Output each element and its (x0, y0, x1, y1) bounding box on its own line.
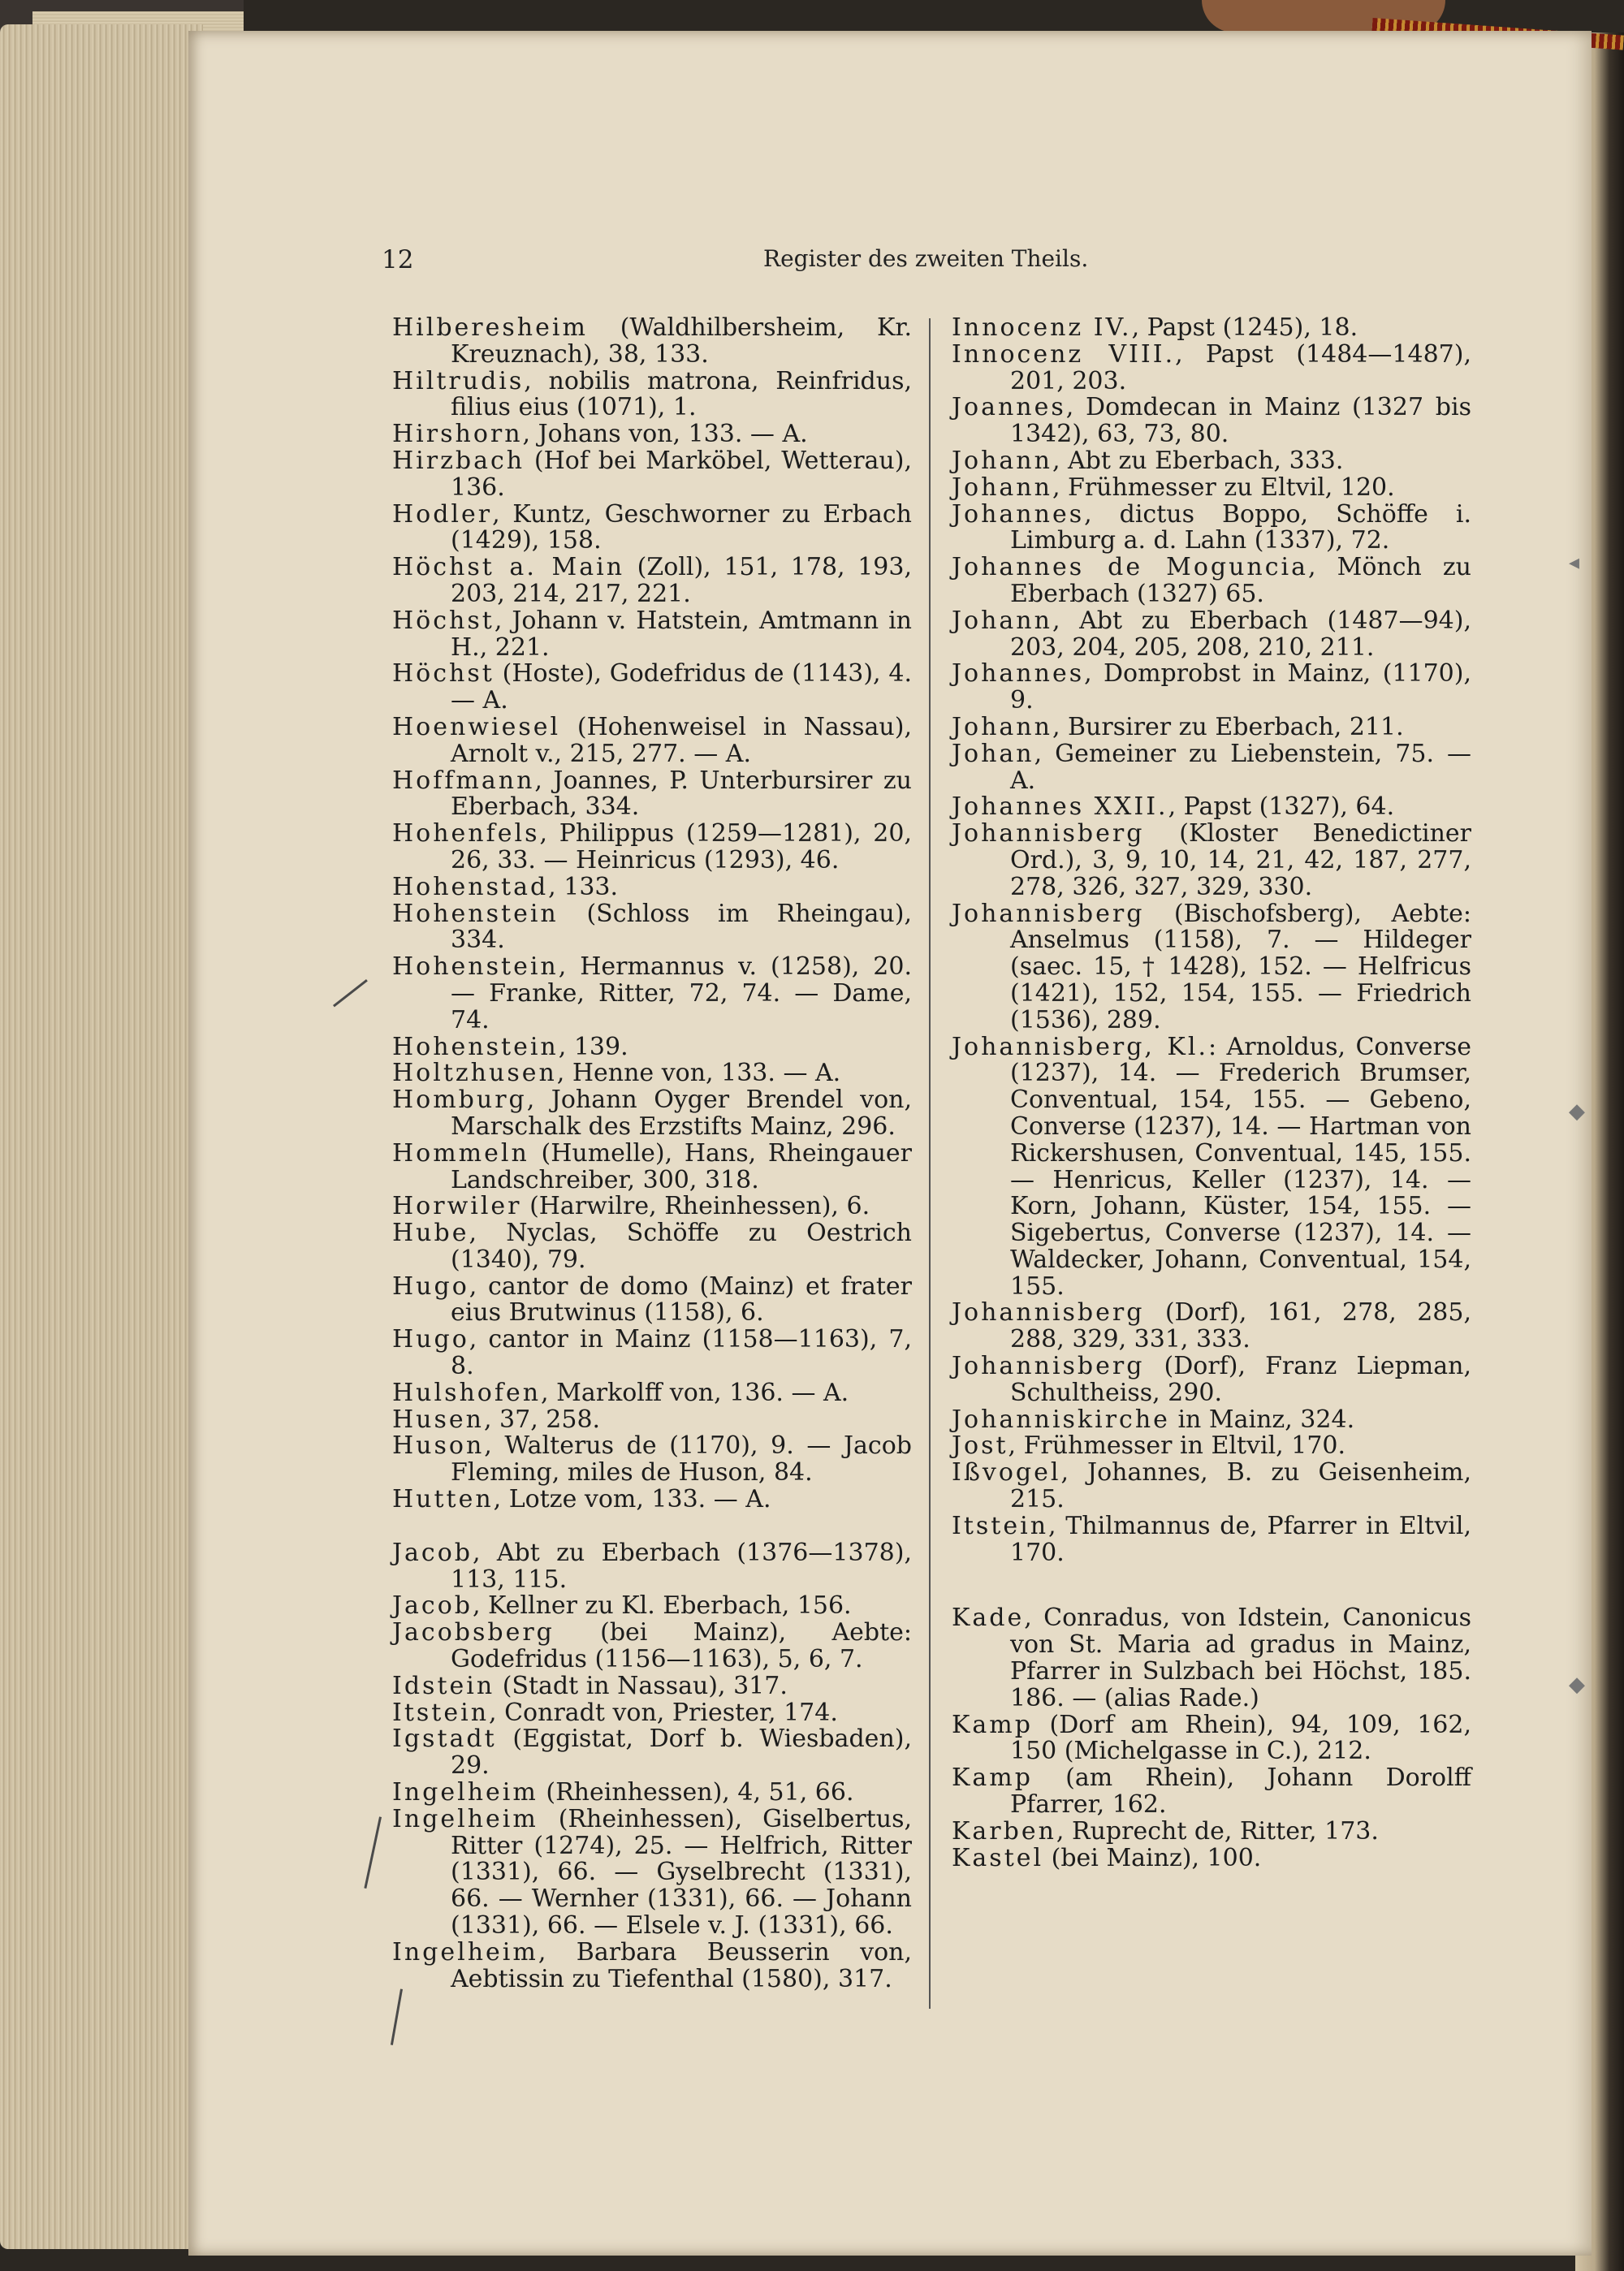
index-entry (952, 1354, 1471, 1407)
entry-headword: Hoenwiesel (392, 712, 561, 741)
index-entry (952, 1433, 1471, 1460)
entry-headword: Hugo (392, 1272, 469, 1301)
entry-headword: Innocenz VIII. (952, 339, 1176, 369)
entry-text: , nobilis matrona, Reinfridus, filius eius (1071), 1. (451, 366, 912, 422)
entry-text: , Frühmesser in Eltvil, 170. (1008, 1431, 1346, 1461)
index-entry (392, 366, 912, 422)
entry-headword: Höchst a. Main (392, 553, 625, 582)
entry-headword: Johannes XXII. (952, 792, 1168, 822)
entry-headword: Johanniskirche (952, 1405, 1170, 1434)
entry-headword: Ingelheim (392, 1937, 538, 1967)
entry-text: (Kloster Benedictiner Ord.), 3, 9, 10, 14, 21, 42, 187, 277, 278, 326, 327, 329, 330. (1010, 819, 1471, 901)
entry-headword: Hohenfels (392, 819, 540, 848)
index-entry (392, 954, 912, 1034)
index-entry (952, 741, 1471, 795)
entry-text: (Zoll), 151, 178, 193, 203, 214, 217, 221. (451, 553, 912, 608)
entry-headword: Hugo (392, 1325, 469, 1354)
entry-headword: Kamp (952, 1764, 1033, 1793)
index-entry (392, 1087, 912, 1141)
entry-text: , Johannes, B. zu Geisenheim, 215. (1010, 1458, 1471, 1514)
entry-text: , Conradus, von Idstein, Canonicus von St. Maria ad gradus in Mainz, Pfarrer in Sulzbach bei Höchst, 185. 186. — (alias Rade.) (1010, 1604, 1471, 1712)
entry-text: (bei Mainz), 100. (1043, 1843, 1262, 1872)
entry-text: , 133. (548, 872, 619, 901)
entry-headword: Hube (392, 1219, 469, 1248)
index-entry (392, 1780, 912, 1807)
entry-text: , Barbara Beusserin von, Aebtissin zu Tiefenthal (1580), 317. (451, 1937, 912, 1993)
index-entry (392, 421, 912, 448)
entry-headword: Johannes (952, 499, 1085, 529)
entry-headword: Jacob (392, 1591, 473, 1621)
entry-headword: Ingelheim (392, 1804, 538, 1833)
index-entry (392, 1620, 912, 1673)
entry-text: (am Rhein), Johann Dorolff Pfarrer, 162. (1010, 1764, 1471, 1820)
entry-headword: Johann (952, 446, 1052, 475)
entry-text: , Kuntz, Geschworner zu Erbach (1429), 158. (451, 499, 912, 555)
entry-text: , Kellner zu Kl. Eberbach, 156. (472, 1591, 852, 1621)
index-entry (392, 1194, 912, 1220)
index-entry (392, 1804, 912, 1941)
entry-headword: Höchst (392, 659, 495, 689)
section-gap (952, 1566, 1471, 1605)
entry-headword: Hohenstein (392, 1032, 559, 1061)
entry-headword: Hirshorn (392, 420, 523, 449)
entry-text: (Schloss im Rheingau), 334. (451, 899, 912, 955)
page-edges (0, 24, 203, 2249)
entry-text: , Thilmannus de, Pfarrer in Eltvil, 170. (1010, 1511, 1471, 1567)
index-entry (952, 448, 1471, 475)
index-entry (392, 768, 912, 822)
entry-headword: Johann (952, 473, 1052, 502)
entry-headword: Johannisberg (952, 899, 1145, 928)
index-entry (952, 1034, 1471, 1301)
entry-text: (Stadt in Nassau), 317. (495, 1671, 788, 1700)
entry-text: , cantor de domo (Mainz) et frater eius Brutwinus (1158), 6. (451, 1272, 912, 1328)
entry-text: , Abt zu Eberbach (1487—94), 203, 204, 205, 208, 210, 211. (1010, 606, 1471, 662)
entry-headword: Hodler (392, 499, 493, 529)
index-entry (952, 499, 1471, 555)
entry-headword: Hohenstein (392, 952, 559, 982)
entry-headword: Husen (392, 1405, 484, 1434)
entry-headword: Itstein (392, 1698, 490, 1727)
entry-text: , Johans von, 133. — A. (522, 420, 808, 449)
index-entry (392, 1673, 912, 1700)
index-entry (392, 1327, 912, 1380)
index-entry (952, 475, 1471, 502)
entry-headword: Johannes de Moguncia (952, 553, 1309, 582)
entry-headword: Homburg (392, 1086, 527, 1115)
index-entry (392, 499, 912, 555)
entry-text: , 139. (558, 1032, 628, 1061)
entry-headword: Jacob (392, 1538, 473, 1567)
entry-headword: Karben (952, 1816, 1056, 1846)
entry-headword: Höchst (392, 606, 495, 635)
margin-mark: ◆ (1569, 1099, 1585, 1124)
entry-text: (Waldhilbersheim, Kr. Kreuznach), 38, 133. (451, 313, 912, 369)
entry-headword: Holtzhusen (392, 1059, 557, 1088)
entry-text: (Dorf am Rhein), 94, 109, 162, 150 (Michelgasse in C.), 212. (1010, 1710, 1471, 1766)
index-entry (952, 661, 1471, 715)
index-entry (392, 1034, 912, 1061)
entry-text: , cantor in Mainz (1158—1163), 7, 8. (451, 1325, 912, 1381)
index-entry (952, 395, 1471, 448)
entry-text: (Rheinhessen), Giselbertus, Ritter (1274), 25. — Helfrich, Ritter (1331), 66. — Gyselbrecht (1331), 66. — Wernher (1331), 66. — Johann (1331), 66. — Elsele v. J. (1331), 66. (451, 1804, 912, 1941)
entry-headword: Hoffmann (392, 766, 535, 795)
entry-text: , Mönch zu Eberbach (1327) 65. (1010, 553, 1471, 608)
entry-headword: Horwiler (392, 1192, 522, 1221)
entry-text: , 37, 258. (483, 1405, 601, 1434)
page-title: Register des zweiten Theils. (763, 245, 1089, 272)
margin-mark: ◂ (1569, 550, 1580, 575)
index-entry (952, 1843, 1471, 1872)
entry-headword: Johann (952, 712, 1052, 741)
entry-headword: Hutten (392, 1485, 494, 1514)
entry-text: , Bursirer zu Eberbach, 211. (1052, 712, 1404, 741)
index-entry (392, 555, 912, 608)
index-entry (952, 555, 1471, 608)
index-entry (392, 1540, 912, 1594)
index-entry (392, 1220, 912, 1274)
entry-text: , dictus Boppo, Schöffe i. Limburg a. d. Lahn (1337), 72. (1010, 499, 1471, 555)
entry-headword: Huson (392, 1431, 485, 1461)
entry-text: , Papst (1327), 64. (1168, 792, 1395, 822)
entry-headword: Ißvogel (952, 1458, 1061, 1487)
entry-text: , Abt zu Eberbach (1376—1378), 113, 115. (451, 1538, 912, 1594)
entry-text: (Hoste), Godefridus de (1143), 4. — A. (451, 659, 912, 715)
index-entry (392, 1274, 912, 1328)
index-entry (392, 821, 912, 874)
entry-headword: Hommeln (392, 1138, 529, 1168)
index-entry (392, 1433, 912, 1487)
entry-text: , Frühmesser zu Eltvil, 120. (1052, 473, 1395, 502)
index-entry (392, 874, 912, 901)
index-entry (392, 901, 912, 955)
entry-headword: Itstein (952, 1511, 1049, 1540)
entry-text: , Walterus de (1170), 9. — Jacob Fleming, miles de Huson, 84. (451, 1431, 912, 1487)
entry-text: , Markolff von, 136. — A. (541, 1378, 849, 1407)
entry-headword: Johann (952, 606, 1052, 635)
index-entry (392, 1593, 912, 1620)
entry-text: , Nyclas, Schöffe zu Oestrich (1340), 79. (451, 1219, 912, 1274)
entry-text: (Humelle), Hans, Rheingauer Landschreiber, 300, 318. (451, 1138, 912, 1194)
entry-headword: Jost (952, 1431, 1009, 1461)
index-entry (952, 339, 1471, 395)
entry-text: (Bischofsberg), Aebte: Anselmus (1158), 7. — Hildeger (saec. 15, † 1428), 152. — Helfricus (1421), 152, 154, 155. — Friedrich (1536), 289. (1010, 899, 1471, 1034)
entry-text: , Johann v. Hatstein, Amtmann in H., 221. (451, 606, 912, 662)
entry-headword: Johannisberg, Kl. (952, 1032, 1208, 1061)
entry-text: , Lotze vom, 133. — A. (493, 1485, 771, 1514)
index-entry (952, 1712, 1471, 1766)
index-entry (952, 794, 1471, 821)
index-entry (392, 712, 912, 768)
entry-headword: Johannisberg (952, 1352, 1145, 1381)
entry-text: : Arnoldus, Converse (1237), 14. — Frederich Brumser, Conventual, 154, 155. — Gebeno, Converse (1237), 14. — Hartman von Rickershusen, Conventual, 145, 155. — Henricus, Keller (1237), 14. — Korn, Johann, Küster, 154, 155. — Sigebertus, Converse (1237), 14. — Waldecker, Johann, Conventual, 154, 155. (1010, 1032, 1471, 1301)
entry-headword: Hiltrudis (392, 366, 525, 395)
index-entry (392, 1380, 912, 1407)
index-entry (952, 1300, 1471, 1354)
entry-text: (Dorf), 161, 278, 285, 288, 329, 331, 333. (1010, 1298, 1471, 1354)
index-entry (952, 1460, 1471, 1513)
running-head (382, 245, 1112, 283)
index-entry (392, 1726, 912, 1780)
entry-headword: Hohenstein (392, 899, 559, 928)
entry-headword: Kamp (952, 1710, 1033, 1739)
entry-text: , Papst (1484—1487), 201, 203. (1010, 339, 1471, 395)
entry-headword: Kade (952, 1604, 1025, 1633)
entry-headword: Johan (952, 739, 1034, 768)
page-number: 12 (382, 245, 414, 274)
entry-headword: Joannes (952, 393, 1066, 422)
entry-text: (bei Mainz), Aebte: Godefridus (1156—1163), 5, 6, 7. (451, 1618, 912, 1674)
entry-text: (Harwilre, Rheinhessen), 6. (521, 1192, 870, 1221)
entry-headword: Hirzbach (392, 446, 525, 475)
entry-text: (Hohenweisel in Nassau), Arnolt v., 215, 277. — A. (451, 712, 912, 768)
entry-headword: Hulshofen (392, 1378, 542, 1407)
entry-headword: Igstadt (392, 1725, 497, 1754)
entry-text: , Joannes, P. Unterbursirer zu Eberbach, 334. (451, 766, 912, 822)
entry-text: , Ruprecht de, Ritter, 173. (1056, 1816, 1379, 1846)
entry-text: , Conradt von, Priester, 174. (489, 1698, 838, 1727)
entry-headword: Hohenstad (392, 872, 549, 901)
index-entry (952, 901, 1471, 1034)
entry-text: , Domdecan in Mainz (1327 bis 1342), 63, 73, 80. (1010, 393, 1471, 449)
index-entry (952, 1765, 1471, 1819)
index-entry (952, 821, 1471, 900)
index-entry (952, 712, 1471, 741)
entry-headword: Hilberesheim (392, 313, 588, 342)
entry-headword: Kastel (952, 1843, 1044, 1872)
index-entry (392, 1700, 912, 1727)
index-entry (392, 448, 912, 502)
left-column (392, 315, 912, 1993)
entry-text: , Papst (1245), 18. (1131, 313, 1358, 342)
index-entry (952, 315, 1471, 342)
entry-text: (Hof bei Marköbel, Wetterau), 136. (451, 446, 912, 502)
entry-headword: Johannes (952, 659, 1085, 689)
index-entry (952, 1513, 1471, 1567)
index-entry (952, 608, 1471, 662)
entry-headword: Jacobsberg (392, 1618, 555, 1647)
entry-headword: Idstein (392, 1671, 495, 1700)
entry-headword: Innocenz IV. (952, 313, 1132, 342)
index-entry (392, 661, 912, 715)
entry-text: , Hermannus v. (1258), 20. — Franke, Ritter, 72, 74. — Dame, 74. (451, 952, 912, 1034)
margin-mark: ◆ (1569, 1673, 1585, 1697)
right-column (952, 315, 1471, 1872)
entry-text: , Henne von, 133. — A. (556, 1059, 841, 1088)
index-entry (392, 315, 912, 369)
entry-text: , Gemeiner zu Liebenstein, 75. — A. (1010, 739, 1471, 795)
index-entry (952, 1605, 1471, 1712)
entry-headword: Ingelheim (392, 1778, 538, 1807)
entry-text: , Abt zu Eberbach, 333. (1052, 446, 1344, 475)
index-entry (952, 1816, 1471, 1846)
index-entry (392, 1138, 912, 1194)
index-entry (392, 1937, 912, 1993)
entry-text: (Dorf), Franz Liepman, Schultheiss, 290. (1010, 1352, 1471, 1407)
entry-headword: Johannisberg (952, 819, 1145, 848)
index-entry (392, 1407, 912, 1434)
index-entry (392, 608, 912, 662)
entry-text: , Philippus (1259—1281), 20, 26, 33. — Heinricus (1293), 46. (451, 819, 912, 874)
entry-text: , Johann Oyger Brendel von, Marschalk des Erzstifts Mainz, 296. (451, 1086, 912, 1141)
index-entry (392, 1487, 912, 1513)
column-divider (929, 318, 931, 2009)
entry-text: , Domprobst in Mainz, (1170), 9. (1010, 659, 1471, 715)
section-gap (392, 1513, 912, 1540)
entry-text: in Mainz, 324. (1169, 1405, 1355, 1434)
entry-headword: Johannisberg (952, 1298, 1145, 1328)
index-entry (952, 1407, 1471, 1434)
entry-text: (Eggistat, Dorf b. Wiesbaden), 29. (451, 1725, 912, 1781)
entry-text: (Rheinhessen), 4, 51, 66. (538, 1778, 854, 1807)
index-entry (392, 1060, 912, 1087)
